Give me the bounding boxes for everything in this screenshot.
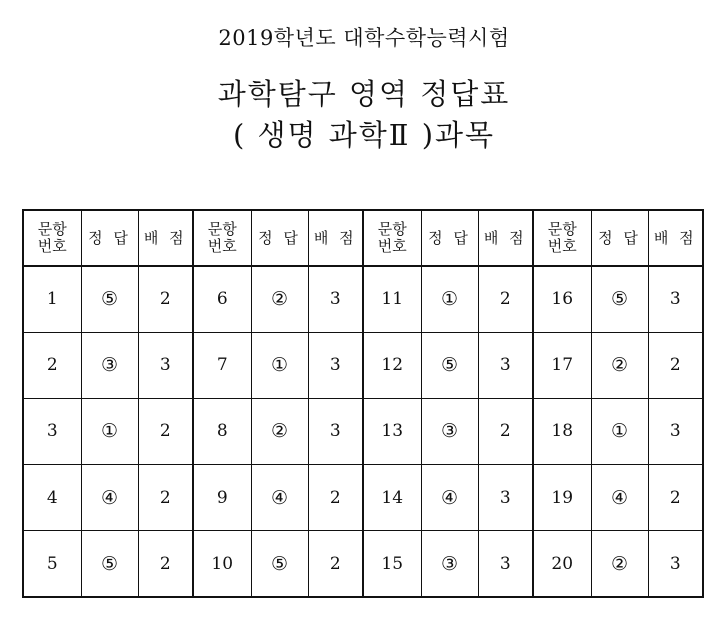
points-value: 2 xyxy=(478,266,533,332)
table-row xyxy=(23,398,703,464)
question-number: 9 xyxy=(193,465,251,531)
answer-value: ① xyxy=(421,266,478,332)
answer-value: ③ xyxy=(421,531,478,597)
question-number: 15 xyxy=(363,531,421,597)
points-header: 배 점 xyxy=(138,210,193,266)
points-value: 3 xyxy=(648,531,703,597)
question-number-header: 문항 번호 xyxy=(363,210,421,266)
question-number: 7 xyxy=(193,332,251,398)
question-number: 1 xyxy=(23,266,81,332)
answer-value: ① xyxy=(591,398,648,464)
question-number: 4 xyxy=(23,465,81,531)
question-number: 18 xyxy=(533,398,591,464)
page-title: 과학탐구 영역 정답표 xyxy=(217,77,511,111)
points-value: 2 xyxy=(308,531,363,597)
answer-value: ④ xyxy=(81,465,138,531)
points-value: 2 xyxy=(648,332,703,398)
answer-value: ② xyxy=(251,398,308,464)
points-value: 3 xyxy=(478,332,533,398)
exam-name: 2019학년도 대학수학능력시험 xyxy=(218,26,510,50)
question-number: 17 xyxy=(533,332,591,398)
table-row xyxy=(23,266,703,332)
question-number-header: 문항 번호 xyxy=(193,210,251,266)
question-number-header: 문항 번호 xyxy=(533,210,591,266)
answer-header: 정 답 xyxy=(591,210,648,266)
answer-value: ② xyxy=(591,332,648,398)
answer-value: ④ xyxy=(421,465,478,531)
answer-value: ③ xyxy=(81,332,138,398)
points-value: 2 xyxy=(138,266,193,332)
answer-value: ⑤ xyxy=(81,531,138,597)
question-number: 2 xyxy=(23,332,81,398)
points-value: 2 xyxy=(138,531,193,597)
table-row xyxy=(23,465,703,531)
answer-value: ⑤ xyxy=(421,332,478,398)
answer-value: ① xyxy=(251,332,308,398)
answer-header: 정 답 xyxy=(81,210,138,266)
table-header-row xyxy=(23,210,703,266)
answer-value: ③ xyxy=(421,398,478,464)
table-row xyxy=(23,332,703,398)
points-value: 2 xyxy=(138,465,193,531)
points-value: 3 xyxy=(648,398,703,464)
answer-value: ④ xyxy=(251,465,308,531)
answer-value: ② xyxy=(591,531,648,597)
answer-value: ⑤ xyxy=(81,266,138,332)
points-value: 3 xyxy=(138,332,193,398)
points-value: 3 xyxy=(308,266,363,332)
answer-header: 정 답 xyxy=(251,210,308,266)
question-number: 20 xyxy=(533,531,591,597)
subject-title: ( 생명 과학Ⅱ )과목 xyxy=(232,118,496,152)
answer-value: ⑤ xyxy=(251,531,308,597)
answer-table xyxy=(22,209,704,598)
points-value: 2 xyxy=(648,465,703,531)
points-header: 배 점 xyxy=(478,210,533,266)
question-number: 13 xyxy=(363,398,421,464)
table-row xyxy=(23,531,703,597)
points-value: 2 xyxy=(308,465,363,531)
points-value: 3 xyxy=(308,398,363,464)
points-value: 3 xyxy=(308,332,363,398)
points-header: 배 점 xyxy=(308,210,363,266)
answer-value: ① xyxy=(81,398,138,464)
question-number: 10 xyxy=(193,531,251,597)
question-number: 3 xyxy=(23,398,81,464)
points-value: 2 xyxy=(138,398,193,464)
points-value: 2 xyxy=(478,398,533,464)
points-header: 배 점 xyxy=(648,210,703,266)
points-value: 3 xyxy=(478,531,533,597)
question-number: 5 xyxy=(23,531,81,597)
answer-header: 정 답 xyxy=(421,210,478,266)
question-number: 6 xyxy=(193,266,251,332)
answer-value: ② xyxy=(251,266,308,332)
points-value: 3 xyxy=(648,266,703,332)
question-number: 16 xyxy=(533,266,591,332)
points-value: 3 xyxy=(478,465,533,531)
answer-value: ⑤ xyxy=(591,266,648,332)
question-number: 11 xyxy=(363,266,421,332)
question-number: 12 xyxy=(363,332,421,398)
question-number: 8 xyxy=(193,398,251,464)
question-number: 19 xyxy=(533,465,591,531)
question-number-header: 문항 번호 xyxy=(23,210,81,266)
answer-value: ④ xyxy=(591,465,648,531)
question-number: 14 xyxy=(363,465,421,531)
